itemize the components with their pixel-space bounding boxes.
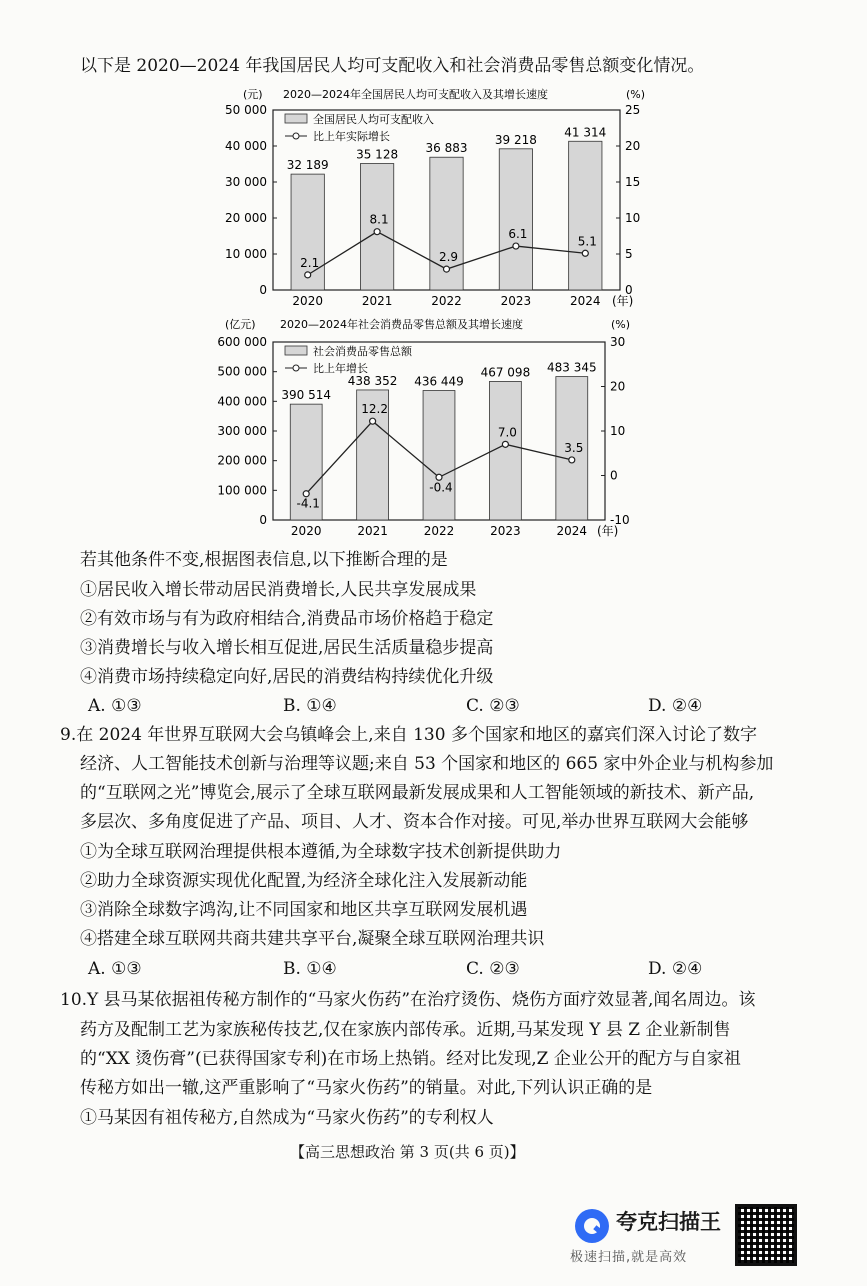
chart-title: 2020—2024年社会消费品零售总额及其增长速度 (280, 318, 523, 331)
q8-stem: 若其他条件不变,根据图表信息,以下推断合理的是 (80, 550, 448, 570)
bar-value-label: 390 514 (281, 388, 332, 403)
x-tick-label: 2022 (423, 524, 455, 538)
q9-line-1: 9.在 2024 年世界互联网大会乌镇峰会上,来自 130 多个国家和地区的嘉宾们深入讨论了数字 (60, 725, 757, 745)
right-tick-label: 10 (610, 424, 626, 438)
x-tick-label: 2023 (490, 524, 521, 538)
left-tick-label: 20 000 (225, 211, 267, 225)
x-tick-label: 2023 (500, 294, 532, 308)
intro-text: 以下是 2020—2024 年我国居民人均可支配收入和社会消费品零售总额变化情况。 (80, 56, 705, 76)
x-tick-label: 2022 (431, 294, 462, 308)
bar (489, 381, 521, 520)
growth-point (444, 266, 450, 272)
q10-line-3: 的“XX 烫伤膏”(已获得国家专利)在市场上热销。经对比发现,Z 企业公开的配方与自家祖 (80, 1049, 741, 1069)
q8-option-a: A. ①③ (88, 696, 142, 716)
q9-item-2: ②助力全球资源实现优化配置,为经济全球化注入发展新动能 (80, 871, 528, 891)
bar-value-label: 32 189 (286, 158, 329, 173)
q9-option-b: B. ①④ (283, 959, 337, 979)
x-axis-unit: (年) (597, 524, 619, 538)
income-chart-svg (205, 84, 645, 314)
left-tick-label: 0 (259, 283, 267, 297)
qr-code-icon (735, 1204, 797, 1266)
bar-value-label: 41 314 (564, 125, 607, 140)
legend-bar-swatch (285, 346, 307, 355)
legend-line-label: 比上年增长 (313, 362, 368, 375)
x-tick-label: 2021 (361, 294, 393, 308)
q8-item-3: ③消费增长与收入增长相互促进,居民生活质量稳步提高 (80, 638, 494, 658)
growth-point (370, 418, 376, 424)
x-tick-label: 2020 (292, 294, 323, 308)
q9-option-c: C. ②③ (466, 959, 520, 979)
bar-value-label: 39 218 (494, 132, 537, 147)
bar (569, 141, 602, 290)
chart-title: 2020—2024年全国居民人均可支配收入及其增长速度 (283, 88, 548, 101)
growth-point (502, 441, 508, 447)
growth-value-label: 5.1 (577, 234, 597, 249)
right-tick-label: 0 (625, 283, 633, 297)
right-axis-unit: (%) (611, 318, 631, 331)
q9-line-4: 多层次、多角度促进了产品、项目、人才、资本合作对接。可见,举办世界互联网大会能够 (80, 812, 749, 832)
growth-value-label: 6.1 (508, 227, 528, 242)
bar-value-label: 438 352 (347, 373, 398, 388)
bar (499, 149, 532, 290)
q8-option-d: D. ②④ (648, 696, 703, 716)
left-tick-label: 400 000 (217, 394, 267, 409)
bar-value-label: 35 128 (356, 147, 399, 162)
left-tick-label: 0 (259, 513, 267, 527)
growth-value-label: 12.2 (361, 402, 388, 417)
legend-line-marker (293, 365, 299, 371)
left-tick-label: 50 000 (225, 103, 267, 117)
right-tick-label: 30 (610, 335, 626, 349)
bar-value-label: 467 098 (480, 365, 531, 380)
scanner-logo-icon (572, 1206, 612, 1246)
left-tick-label: 30 000 (225, 175, 267, 189)
q8-option-c: C. ②③ (466, 696, 520, 716)
growth-value-label: 2.9 (438, 250, 459, 265)
x-axis-unit: (年) (612, 294, 634, 308)
legend-line-marker (293, 133, 299, 139)
right-tick-label: 20 (610, 379, 626, 394)
left-axis-unit: (元) (243, 88, 263, 101)
x-tick-label: 2024 (556, 524, 588, 538)
right-tick-label: 0 (610, 468, 618, 483)
q8-item-2: ②有效市场与有为政府相结合,消费品市场价格趋于稳定 (80, 609, 494, 629)
growth-point (374, 229, 380, 235)
q9-item-4: ④搭建全球互联网共商共建共享平台,凝聚全球互联网治理共识 (80, 929, 545, 949)
brand-slogan: 极速扫描,就是高效 (570, 1250, 688, 1265)
left-axis-unit: (亿元) (225, 318, 256, 331)
q9-option-a: A. ①③ (88, 959, 142, 979)
retail-chart (205, 314, 645, 546)
legend-line-label: 比上年实际增长 (313, 130, 390, 143)
q10-line-1: 10.Y 县马某依据祖传秘方制作的“马家火伤药”在治疗烫伤、烧伤方面疗效显著,闻名周边。该 (60, 990, 756, 1010)
left-tick-label: 600 000 (217, 335, 267, 349)
growth-value-label: 3.5 (564, 440, 584, 455)
growth-value-label: -4.1 (296, 496, 320, 511)
x-tick-label: 2021 (357, 524, 388, 538)
right-tick-label: 25 (625, 103, 641, 117)
income-chart (205, 84, 645, 314)
retail-chart-svg (205, 314, 645, 546)
legend-bar-label: 社会消费品零售总额 (313, 345, 412, 358)
page-footer: 【高三思想政治 第 3 页(共 6 页)】 (290, 1143, 525, 1161)
growth-point (582, 250, 588, 256)
q9-line-3: 的“互联网之光”博览会,展示了全球互联网最新发展成果和人工智能领域的新技术、新产品, (80, 783, 755, 803)
q9-option-d: D. ②④ (648, 959, 703, 979)
right-tick-label: 20 (625, 139, 641, 153)
left-tick-label: 300 000 (217, 424, 267, 438)
x-tick-label: 2020 (290, 524, 322, 538)
growth-value-label: -0.4 (429, 480, 453, 495)
left-tick-label: 40 000 (225, 139, 267, 153)
left-tick-label: 10 000 (225, 247, 267, 261)
bar-value-label: 436 449 (414, 374, 464, 389)
bar-value-label: 483 345 (546, 360, 597, 375)
x-tick-label: 2024 (570, 294, 601, 308)
q10-line-2: 药方及配制工艺为家族秘传技艺,仅在家族内部传承。近期,马某发现 Y 县 Z 企业新制售 (80, 1020, 731, 1040)
bar (423, 391, 455, 520)
growth-point (513, 243, 519, 249)
q10-line-4: 传秘方如出一辙,这严重影响了“马家火伤药”的销量。对此,下列认识正确的是 (80, 1078, 653, 1098)
q9-line-2: 经济、人工智能技术创新与治理等议题;来自 53 个国家和地区的 665 家中外企业与机构参加 (80, 754, 774, 774)
q9-item-3: ③消除全球数字鸿沟,让不同国家和地区共享互联网发展机遇 (80, 900, 528, 920)
right-tick-label: -10 (610, 513, 630, 527)
bar (360, 164, 393, 290)
q8-item-1: ①居民收入增长带动居民消费增长,人民共享发展成果 (80, 580, 477, 600)
bar-value-label: 36 883 (425, 141, 468, 156)
q10-item-1: ①马某因有祖传秘方,自然成为“马家火伤药”的专利权人 (80, 1108, 494, 1128)
q9-item-1: ①为全球互联网治理提供根本遵循,为全球数字技术创新提供助力 (80, 842, 562, 862)
q8-item-4: ④消费市场持续稳定向好,居民的消费结构持续优化升级 (80, 667, 494, 687)
right-tick-label: 10 (625, 211, 641, 225)
growth-value-label: 7.0 (497, 425, 517, 440)
brand-name: 夸克扫描王 (616, 1210, 721, 1234)
right-tick-label: 15 (625, 175, 641, 189)
growth-point (305, 272, 311, 278)
right-tick-label: 5 (625, 247, 633, 261)
growth-point (569, 457, 575, 463)
q8-option-b: B. ①④ (283, 696, 337, 716)
legend-bar-label: 全国居民人均可支配收入 (313, 113, 434, 126)
right-axis-unit: (%) (626, 88, 645, 101)
legend-bar-swatch (285, 114, 307, 123)
left-tick-label: 200 000 (217, 453, 267, 468)
left-tick-label: 500 000 (217, 364, 267, 379)
growth-value-label: 2.1 (300, 255, 320, 270)
left-tick-label: 100 000 (217, 483, 267, 498)
growth-value-label: 8.1 (369, 212, 389, 227)
